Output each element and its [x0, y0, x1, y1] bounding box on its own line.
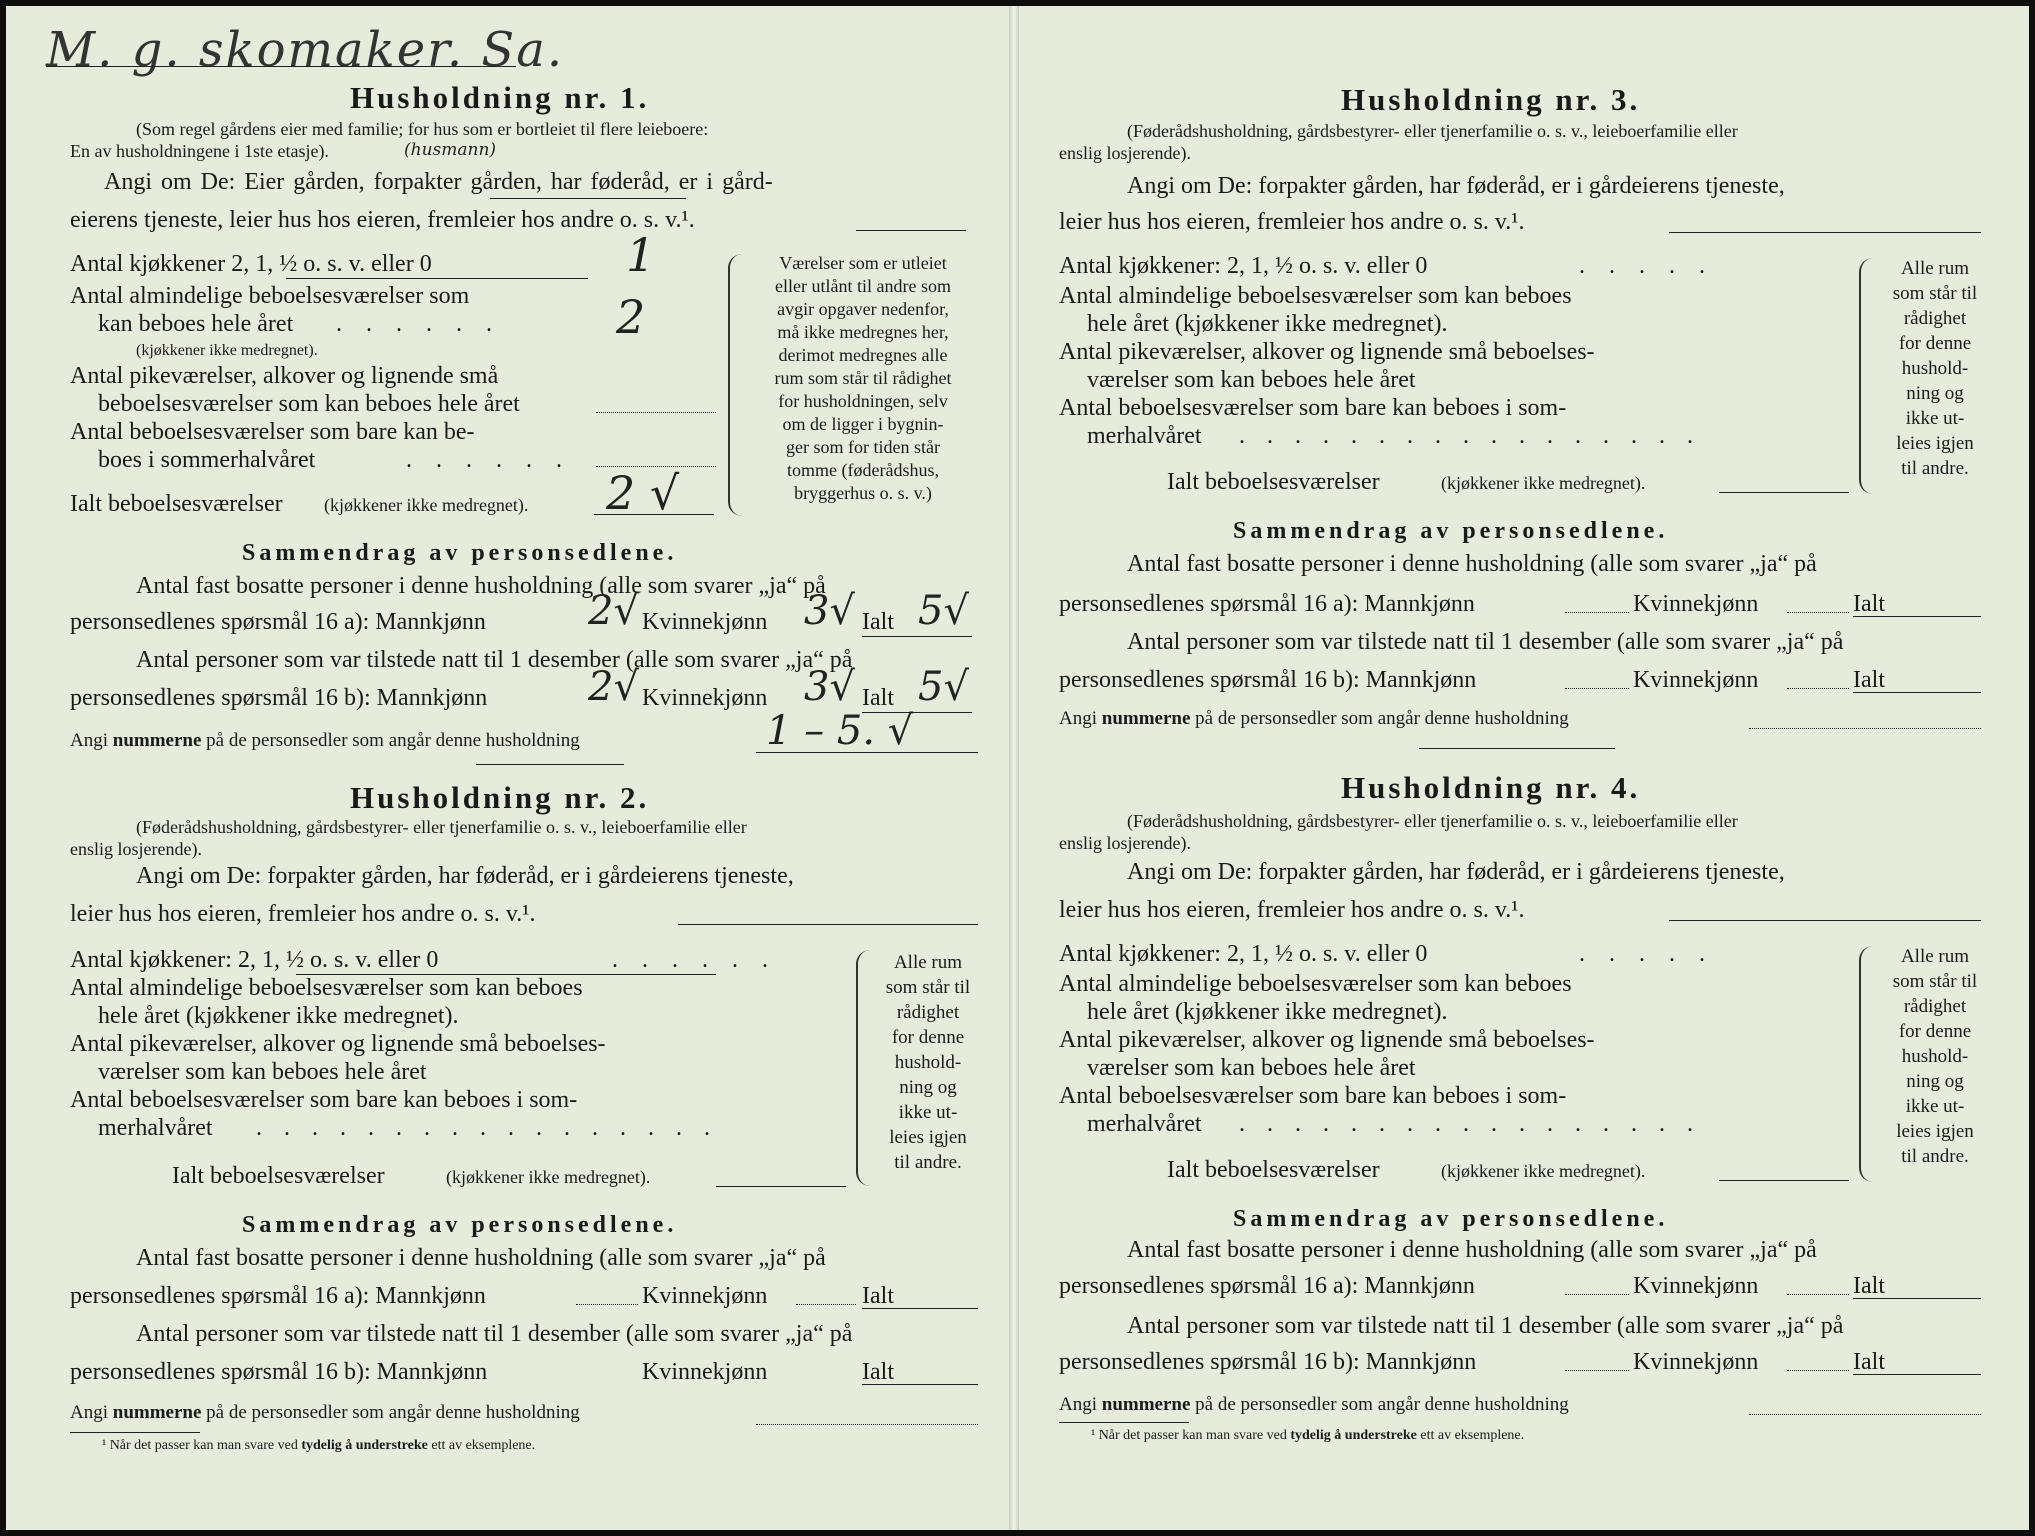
- brace-text-line: hushold-: [1901, 358, 1969, 379]
- household-3-s2-k-line: [1787, 688, 1849, 689]
- brace-text-line: bryggerhus o. s. v.): [794, 483, 932, 503]
- household-3-q-total: Ialt beboelsesværelser: [1167, 469, 1380, 495]
- household-4-s1-m-line: [1565, 1294, 1629, 1295]
- brace-text-line: Værelser som er utleiet: [779, 253, 947, 273]
- household-2-s2-rule: [862, 1384, 978, 1385]
- household-3-note-1: (Føderådshusholdning, gårdsbestyrer- eller tjenerfamilie o. s. v., leieboerfamilie eller: [1127, 121, 1738, 141]
- household-3-brace-text: [1871, 256, 1999, 481]
- dot-leader: . . . . . .: [336, 311, 501, 337]
- household-3-s1-m-line: [1565, 612, 1629, 613]
- household-2-q-summer-1: Antal beboelsesværelser som bare kan beboes i som-: [70, 1087, 578, 1113]
- brace-text-line: leies igjen: [1896, 1121, 1974, 1142]
- household-2-summary-title: Sammendrag av personsedlene.: [242, 1212, 678, 1238]
- household-4-angi-2: leier hus hos eieren, fremleier hos andre o. s. v.¹.: [1059, 897, 1525, 923]
- dot-leader: . . . . . .: [612, 947, 777, 973]
- household-1-note-2: En av husholdningene i 1ste etasje).: [70, 141, 329, 161]
- household-1-q-summer-2: boes i sommerhalvåret: [98, 447, 316, 473]
- household-2-s2-line2: personsedlenes spørsmål 16 b): Mannkjønn: [70, 1359, 488, 1385]
- dot-leader: . . . . . . . . . . . . . . . . .: [1239, 423, 1701, 449]
- brace-text-line: om de ligger i bygnin-: [782, 414, 944, 434]
- brace-text-line: for husholdningen, selv: [778, 391, 948, 411]
- household-3-s1-kv: Kvinnekjønn: [1633, 591, 1759, 617]
- household-4-s1-kv: Kvinnekjønn: [1633, 1273, 1759, 1299]
- household-2-s2-line1: Antal personer som var tilstede natt til 1 desember (alle som svarer „ja“ på: [136, 1321, 853, 1347]
- brace-text-line: rådighet: [896, 1002, 960, 1023]
- household-4-title: Husholdning nr. 4.: [1341, 770, 1641, 805]
- household-4-q-maid-1: Antal pikeværelser, alkover og lignende små beboelses-: [1059, 1027, 1595, 1053]
- household-3-numbers-prefix: Angi: [1059, 708, 1097, 729]
- household-2-title: Husholdning nr. 2.: [350, 780, 650, 815]
- brace-text-line: leies igjen: [889, 1127, 967, 1148]
- household-1-s1-rule: [862, 636, 972, 637]
- handwritten-title: M. g. skomaker. Sa.: [46, 22, 565, 78]
- household-2-angi-2: leier hus hos eieren, fremleier hos andre o. s. v.¹.: [70, 901, 536, 927]
- household-1-q-maid-1: Antal pikeværelser, alkover og lignende små: [70, 363, 499, 389]
- household-1-s1-line2: personsedlenes spørsmål 16 a): Mannkjønn: [70, 609, 486, 635]
- brace-text-line: for denne: [1898, 333, 1972, 354]
- left-footnote-rest: ett av eksemplene.: [431, 1438, 536, 1453]
- household-1-numbers-value: 1 – 5. √: [766, 708, 914, 754]
- household-2-q-maid-1: Antal pikeværelser, alkover og lignende små beboelses-: [70, 1031, 606, 1057]
- household-3-s2-rule: [1853, 692, 1981, 693]
- household-4-q-total: Ialt beboelsesværelser: [1167, 1157, 1380, 1183]
- household-3-s2-kv: Kvinnekjønn: [1633, 667, 1759, 693]
- page-fold: [1009, 6, 1019, 1530]
- household-1-s2-line2: personsedlenes spørsmål 16 b): Mannkjønn: [70, 685, 488, 711]
- household-1-s1-t: 5√: [918, 588, 969, 634]
- household-3-q-maid-1: Antal pikeværelser, alkover og lignende små beboelses-: [1059, 339, 1595, 365]
- household-2-s1-kv: Kvinnekjønn: [642, 1283, 768, 1309]
- household-1-note-1: (Som regel gårdens eier med familie; for hus som er bortleiet til flere leieboere:: [136, 119, 709, 139]
- household-4-q-maid-2: værelser som kan beboes hele året: [1087, 1055, 1416, 1081]
- household-4-s1-rule: [1853, 1298, 1981, 1299]
- household-1-q-ordinary-1: Antal almindelige beboelsesværelser som: [70, 283, 470, 309]
- household-1-numbers-rule: [756, 752, 978, 753]
- household-4-numbers: [1059, 1394, 1569, 1416]
- household-1-angi-2: eierens tjeneste, leier hus hos eieren, fremleier hos andre o. s. v.¹.: [70, 207, 695, 233]
- brace-text-line: ning og: [1906, 383, 1964, 404]
- household-1-s1-kv: Kvinnekjønn: [642, 609, 768, 635]
- brace-text-line: leies igjen: [1896, 433, 1974, 454]
- household-4-q-kitchens: Antal kjøkkener: 2, 1, ½ o. s. v. eller 0: [1059, 941, 1428, 967]
- brace-text-line: for denne: [891, 1027, 965, 1048]
- brace-text-line: derimot medregnes alle: [778, 345, 948, 365]
- household-1-s2-kv: Kvinnekjønn: [642, 685, 768, 711]
- household-1-s2-t: 5√: [918, 664, 969, 710]
- household-1-underline-forpakter: [490, 198, 686, 199]
- household-3-line-total: [1719, 492, 1849, 493]
- brace-text-line: ning og: [1906, 1071, 1964, 1092]
- household-1-s2-line1: Antal personer som var tilstede natt til 1 desember (alle som svarer „ja“ på: [136, 647, 853, 673]
- household-4-s1-line1: Antal fast bosatte personer i denne husholdning (alle som svarer „ja“ på: [1127, 1237, 1817, 1263]
- household-3-q-ordinary-1: Antal almindelige beboelsesværelser som kan beboes: [1059, 283, 1572, 309]
- household-1-annotation: (husmann): [404, 140, 497, 160]
- household-2-s2-kv: Kvinnekjønn: [642, 1359, 768, 1385]
- household-3-s1-line1: Antal fast bosatte personer i denne husholdning (alle som svarer „ja“ på: [1127, 551, 1817, 577]
- household-2-q-summer-2: merhalvåret: [98, 1115, 213, 1141]
- household-4-q-summer-1: Antal beboelsesværelser som bare kan beboes i som-: [1059, 1083, 1567, 1109]
- household-1-q-ordinary-2: kan beboes hele året: [98, 311, 294, 337]
- brace-text-line: Alle rum: [893, 952, 963, 973]
- brace-text-line: tomme (føderådshus,: [787, 460, 939, 480]
- household-4-s2-k-line: [1787, 1370, 1849, 1371]
- household-3-angi-1: Angi om De: forpakter gården, har føderåd, er i gårdeierens tjeneste,: [1127, 173, 1785, 199]
- household-1-q-summer-1: Antal beboelsesværelser som bare kan be-: [70, 419, 475, 445]
- household-4-numbers-rule: [1749, 1414, 1981, 1415]
- household-4-numbers-rest: på de personsedler som angår denne husholdning: [1195, 1394, 1569, 1415]
- household-4-s2-kv: Kvinnekjønn: [1633, 1349, 1759, 1375]
- household-2-numbers-bold: nummerne: [112, 1402, 202, 1423]
- left-page: [6, 6, 1011, 1530]
- household-2-s1-rule: [862, 1308, 978, 1309]
- brace-text-line: som står til: [885, 977, 971, 998]
- left-footnote-bold: tydelig å understreke: [301, 1438, 428, 1453]
- household-3-q-total-note: (kjøkkener ikke medregnet).: [1441, 473, 1646, 493]
- household-1-underline-ordinary: [286, 278, 588, 279]
- left-footnote: [102, 1438, 535, 1454]
- household-3-s1-line2: personsedlenes spørsmål 16 a): Mannkjønn: [1059, 591, 1475, 617]
- dot-leader: . . . . . . . . . . . . . . . . .: [1239, 1111, 1701, 1137]
- household-4-q-total-note: (kjøkkener ikke medregnet).: [1441, 1161, 1646, 1181]
- household-3-s1-k-line: [1787, 612, 1849, 613]
- footnote-rule: [70, 1432, 200, 1433]
- household-2-s1-line2: personsedlenes spørsmål 16 a): Mannkjønn: [70, 1283, 486, 1309]
- dot-leader: . . . . .: [1579, 941, 1714, 967]
- household-1-numbers-bold: nummerne: [112, 730, 202, 751]
- household-1-angi-answer-line: [856, 230, 966, 231]
- household-1-a-total: 2 √: [606, 466, 680, 520]
- household-3-angi-line: [1669, 232, 1981, 233]
- household-3-q-summer-1: Antal beboelsesværelser som bare kan beboes i som-: [1059, 395, 1567, 421]
- household-1-s1-line1: Antal fast bosatte personer i denne husholdning (alle som svarer „ja“ på: [136, 573, 826, 599]
- household-4-s2-m-line: [1565, 1370, 1629, 1371]
- household-4-angi-line: [1669, 920, 1981, 921]
- household-2-angi-1: Angi om De: forpakter gården, har føderåd, er i gårdeierens tjeneste,: [136, 863, 794, 889]
- household-1-q-total: Ialt beboelsesværelser: [70, 491, 283, 517]
- household-3-q-ordinary-2: hele året (kjøkkener ikke medregnet).: [1087, 311, 1448, 337]
- household-1-angi-1: Angi om De: Eier gården, forpakter gården, har føderåd, er i gård-: [104, 169, 773, 195]
- dot-leader: . . . . . .: [406, 447, 571, 473]
- household-3-summary-title: Sammendrag av personsedlene.: [1233, 518, 1669, 544]
- dot-leader: . . . . .: [1579, 253, 1714, 279]
- household-3-s1-ialt: Ialt: [1853, 591, 1885, 617]
- brace-text-line: ger som for tiden står: [786, 437, 940, 457]
- household-1-line-maid: [596, 412, 716, 413]
- household-4-q-ordinary-2: hele året (kjøkkener ikke medregnet).: [1087, 999, 1448, 1025]
- separator: [1419, 748, 1615, 749]
- household-3-note-2: enslig losjerende).: [1059, 143, 1191, 163]
- dot-leader: . . . . . . . . . . . . . . . . .: [256, 1115, 718, 1141]
- household-1-q-ordinary-3: (kjøkkener ikke medregnet).: [136, 342, 318, 359]
- household-4-angi-1: Angi om De: forpakter gården, har føderåd, er i gårdeierens tjeneste,: [1127, 859, 1785, 885]
- household-3-numbers-bold: nummerne: [1101, 708, 1191, 729]
- handwritten-underline: [46, 66, 516, 67]
- brace-text-line: rum som står til rådighet: [774, 368, 952, 388]
- brace-text-line: ning og: [899, 1077, 957, 1098]
- brace-text-line: rådighet: [1903, 996, 1967, 1017]
- household-3-s2-line2: personsedlenes spørsmål 16 b): Mannkjønn: [1059, 667, 1477, 693]
- household-2-note-2: enslig losjerende).: [70, 839, 202, 859]
- brace-text-line: til andre.: [1901, 458, 1969, 479]
- household-4-s2-rule: [1853, 1374, 1981, 1375]
- brace-text-line: til andre.: [1901, 1146, 1969, 1167]
- household-2-angi-line: [678, 924, 978, 925]
- household-1-title: Husholdning nr. 1.: [350, 80, 650, 115]
- right-page: [1019, 6, 2029, 1530]
- household-3-numbers-rest: på de personsedler som angår denne husholdning: [1195, 708, 1569, 729]
- household-2-q-maid-2: værelser som kan beboes hele året: [98, 1059, 427, 1085]
- household-2-numbers: [70, 1402, 580, 1424]
- household-3-numbers-rule: [1749, 728, 1981, 729]
- household-2-numbers-rule: [756, 1424, 978, 1425]
- household-1-s1-k: 3√: [804, 588, 855, 634]
- household-2-q-ordinary-1: Antal almindelige beboelsesværelser som kan beboes: [70, 975, 583, 1001]
- separator: [476, 764, 624, 765]
- brace-text-line: Alle rum: [1900, 258, 1970, 279]
- household-2-s1-line1: Antal fast bosatte personer i denne husholdning (alle som svarer „ja“ på: [136, 1245, 826, 1271]
- household-1-s2-ialt: Ialt: [862, 685, 894, 711]
- household-1-summary-title: Sammendrag av personsedlene.: [242, 540, 678, 566]
- household-4-note-1: (Føderådshusholdning, gårdsbestyrer- eller tjenerfamilie o. s. v., leieboerfamilie eller: [1127, 811, 1738, 831]
- brace-text-line: Alle rum: [1900, 946, 1970, 967]
- household-2-line-total: [716, 1186, 846, 1187]
- brace-text-line: avgir opgaver nedenfor,: [777, 299, 949, 319]
- household-4-numbers-prefix: Angi: [1059, 1394, 1097, 1415]
- household-2-q-ordinary-2: hele året (kjøkkener ikke medregnet).: [98, 1003, 459, 1029]
- brace-text-line: ikke ut-: [1905, 408, 1965, 429]
- household-3-q-maid-2: værelser som kan beboes hele året: [1087, 367, 1416, 393]
- household-3-s1-rule: [1853, 616, 1981, 617]
- household-4-s1-ialt: Ialt: [1853, 1273, 1885, 1299]
- brace-text-line: rådighet: [1903, 308, 1967, 329]
- household-3-s2-m-line: [1565, 688, 1629, 689]
- household-1-numbers-rest: på de personsedler som angår denne husholdning: [206, 730, 580, 751]
- household-4-s1-line2: personsedlenes spørsmål 16 a): Mannkjønn: [1059, 1273, 1475, 1299]
- census-sheet: [6, 6, 2029, 1530]
- brace-text-line: eller utlånt til andre som: [775, 276, 951, 296]
- household-2-q-kitchens: Antal kjøkkener: 2, 1, ½ o. s. v. eller 0: [70, 947, 439, 973]
- household-4-s2-ialt: Ialt: [1853, 1349, 1885, 1375]
- household-2-s2-ialt: Ialt: [862, 1359, 894, 1385]
- household-1-line-total: [594, 514, 714, 515]
- household-4-s2-line1: Antal personer som var tilstede natt til 1 desember (alle som svarer „ja“ på: [1127, 1313, 1844, 1339]
- household-1-s1-ialt: Ialt: [862, 609, 894, 635]
- household-4-note-2: enslig losjerende).: [1059, 833, 1191, 853]
- household-1-numbers-prefix: Angi: [70, 730, 108, 751]
- household-3-title: Husholdning nr. 3.: [1341, 82, 1641, 117]
- household-3-q-summer-2: merhalvåret: [1087, 423, 1202, 449]
- household-3-s2-ialt: Ialt: [1853, 667, 1885, 693]
- brace-text-line: som står til: [1892, 971, 1978, 992]
- left-footnote-prefix: ¹ Når det passer kan man svare ved: [102, 1438, 298, 1453]
- household-2-s1-m-line: [576, 1304, 638, 1305]
- household-2-brace-text: [864, 950, 992, 1175]
- household-4-numbers-bold: nummerne: [1101, 1394, 1191, 1415]
- household-1-q-maid-2: beboelsesværelser som kan beboes hele året: [98, 391, 520, 417]
- household-2-note-1: (Føderådshusholdning, gårdsbestyrer- eller tjenerfamilie o. s. v., leieboerfamilie eller: [136, 817, 747, 837]
- brace-text-line: ikke ut-: [898, 1102, 958, 1123]
- household-3-angi-2: leier hus hos eieren, fremleier hos andre o. s. v.¹.: [1059, 209, 1525, 235]
- household-1-q-kitchens: Antal kjøkkener 2, 1, ½ o. s. v. eller 0: [70, 251, 432, 277]
- household-2-underline: [296, 974, 716, 975]
- household-1-s2-m: 2√: [588, 664, 639, 710]
- right-footnote-bold: tydelig å understreke: [1290, 1428, 1417, 1443]
- household-1-s2-k: 3√: [804, 664, 855, 710]
- household-2-s1-k-line: [796, 1304, 856, 1305]
- right-footnote-prefix: ¹ Når det passer kan man svare ved: [1091, 1428, 1287, 1443]
- household-3-q-kitchens: Antal kjøkkener: 2, 1, ½ o. s. v. eller 0: [1059, 253, 1428, 279]
- brace-text-line: til andre.: [894, 1152, 962, 1173]
- brace-text-line: som står til: [1892, 283, 1978, 304]
- brace-text-line: hushold-: [1901, 1046, 1969, 1067]
- household-4-q-ordinary-1: Antal almindelige beboelsesværelser som kan beboes: [1059, 971, 1572, 997]
- brace-text-line: for denne: [1898, 1021, 1972, 1042]
- household-1-s1-m: 2√: [588, 588, 639, 634]
- brace-text-line: må ikke medregnes her,: [777, 322, 949, 342]
- brace-text-line: ikke ut-: [1905, 1096, 1965, 1117]
- household-1-q-total-note: (kjøkkener ikke medregnet).: [324, 495, 529, 515]
- household-4-s1-k-line: [1787, 1294, 1849, 1295]
- household-1-numbers: [70, 730, 580, 752]
- right-footnote-rest: ett av eksemplene.: [1420, 1428, 1525, 1443]
- household-2-numbers-rest: på de personsedler som angår denne husholdning: [206, 1402, 580, 1423]
- household-4-brace-text: [1871, 944, 1999, 1169]
- right-footnote: [1091, 1428, 1524, 1444]
- household-2-s1-ialt: Ialt: [862, 1283, 894, 1309]
- household-3-numbers: [1059, 708, 1569, 730]
- household-4-s2-line2: personsedlenes spørsmål 16 b): Mannkjønn: [1059, 1349, 1477, 1375]
- brace-text-line: hushold-: [894, 1052, 962, 1073]
- household-1-a-ordinary: 2: [616, 290, 646, 344]
- household-4-summary-title: Sammendrag av personsedlene.: [1233, 1206, 1669, 1232]
- household-1-brace-text: [744, 252, 982, 505]
- household-2-numbers-prefix: Angi: [70, 1402, 108, 1423]
- household-4-line-total: [1719, 1180, 1849, 1181]
- household-4-q-summer-2: merhalvåret: [1087, 1111, 1202, 1137]
- household-2-q-total: Ialt beboelsesværelser: [172, 1163, 385, 1189]
- footnote-rule: [1059, 1422, 1189, 1423]
- household-1-a-kitchens: 1: [626, 228, 656, 282]
- household-2-q-total-note: (kjøkkener ikke medregnet).: [446, 1167, 651, 1187]
- household-3-s2-line1: Antal personer som var tilstede natt til 1 desember (alle som svarer „ja“ på: [1127, 629, 1844, 655]
